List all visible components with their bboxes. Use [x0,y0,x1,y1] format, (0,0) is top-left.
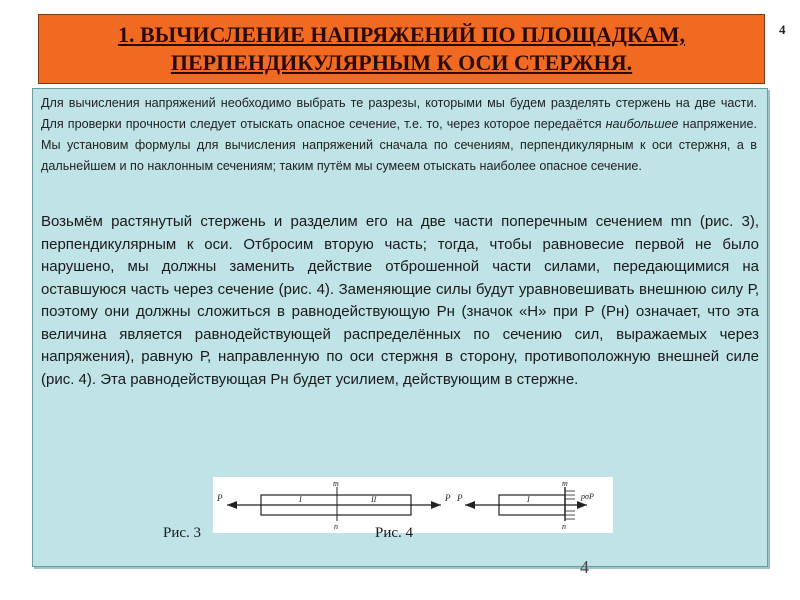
fig3-label-part1: I [299,495,302,504]
intro-text-b: напряжение. Мы установим формулы для вычисления напряжений сначала по сечениям, перпендикулярным к оси стержня, а в дальнейшем и по наклонным сечениям; таким путём мы сумеем отыскать наиболее опасное сечение. [41,117,757,173]
fig4-label-m: m [562,479,568,488]
fig4-label-part1: I [527,495,530,504]
fig3-label-m: m [333,479,339,488]
fig4-label-n: n [562,522,566,531]
intro-text-a: Для вычисления напряжений необходимо выбрать те разрезы, которыми мы будем разделять стержень на две части. Для проверки прочности следует отыскать опасное сечение, т.е. то, через которое передаётся [41,96,757,131]
fig3-arrow-right [431,501,441,509]
fig3-label-p-right: P [445,493,451,503]
title-banner [38,14,765,84]
fig3-label-part2: II [371,495,377,504]
page-number-bottom: 4 [580,557,589,577]
title-line-2: ПЕРПЕНДИКУЛЯРНЫМ К ОСИ СТЕРЖНЯ. [170,50,633,75]
main-paragraph: Возьмём растянутый стержень и разделим его на две части поперечным сечением mn (рис. 3), перпендикулярным к оси. Отбросим вторую часть; тогда, чтобы равновесие первой не было нарушено, мы должны заменить действие отброшенной части силами, передающимися на оставшуюся часть через сечение (рис. 4). Заменяющие силы будут уравновешивать внешнюю силу Р, поэтому они должны сложиться в равнодействующую Рн (значок «Н» при Р (Рн) означает, что эта величина является равнодействующей распределённых по сечению сил, выражаемых через напряжения), равную Р, направленную по оси стержня в сторону, противоположную внешней силе (рис. 4). Эта равнодействующая Рн будет усилием, действующим в стержне. [41,213,759,388]
figure-3-caption: Рис. 3 [163,525,202,541]
figure-4-caption: Рис. 4 [375,525,414,541]
page-number-corner: 4 [779,22,786,37]
intro-emphasis: наибольшее [605,117,679,131]
title-line-1: 1. ВЫЧИСЛЕНИЕ НАПРЯЖЕНИЙ ПО ПЛОЩАДКАМ, [117,22,686,47]
fig4-label-resultant: pσP [581,492,594,501]
fig4-arrow-left [465,501,475,509]
fig3-arrow-left [227,501,237,509]
intro-paragraph [41,93,757,177]
fig3-label-n: n [334,522,338,531]
fig4-label-p-left: P [457,493,463,503]
content-panel [32,88,768,567]
fig3-label-p-left: P [217,493,223,503]
